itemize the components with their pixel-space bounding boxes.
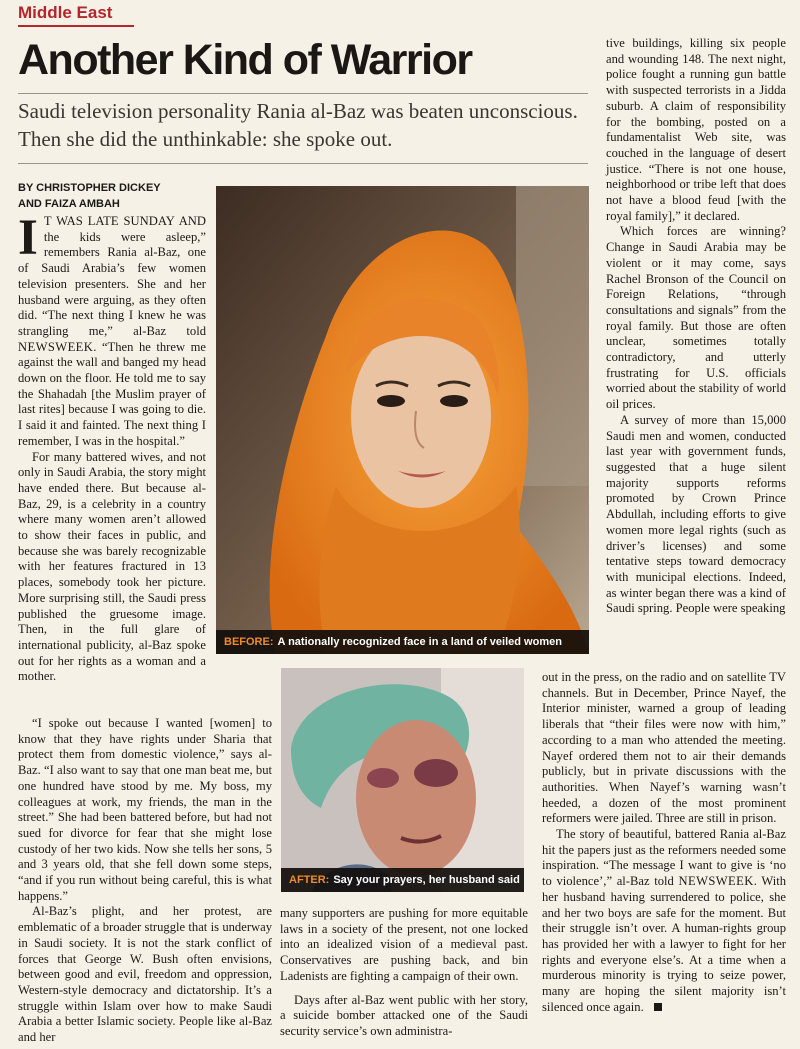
- deck-rule: [18, 163, 588, 164]
- caption-text-after: Say your prayers, her husband said: [333, 874, 520, 886]
- paragraph-8: Which forces are winning? Change in Saudi Arabia may be violent or it may come, says Rachel Bronson of the Council on Foreign Relations, “through consultations and signals” from the royal family. But those are often unclear, sometimes totally contradictory, and utterly frustrating for U.S. officials worried about the stability of world oil prices.: [606, 224, 786, 412]
- photo-before: [216, 186, 589, 654]
- paragraph-3: “I spoke out because I wanted [women] to know that they have rights under Sharia that protect them from domestic violence,” says al-Baz. “I also want to say that one man beat me, but one hundred have stood by me. My boss, my colleagues at work, my friends, the man in the street.” She had been battered before, but had not sued for divorce for fear that she might lose custody of her two kids. Now she tells her sons, 5 and 3 years old, that she fell down some steps, “and if you run without being careful, this is what happens.”: [18, 716, 272, 903]
- paragraph-6: Days after al-Baz went public with her story, a suicide bomber attacked one of the Saudi security service’s own administra-: [280, 992, 528, 1038]
- paragraph-9-continued: out in the press, on the radio and on satellite TV channels. But in December, Prince Nayef, the Interior minister, warned a group of leading liberals that “their files were now with him,” according to a man who attended the meeting. Nayef ordered them not to air their demands publicly, but in private discussions with the authorities. When Nayef’s warning wasn’t heeded, a dozen of the most prominent reformers were jailed. Three are still in prison.: [542, 670, 786, 826]
- end-of-story-mark: [654, 1003, 662, 1011]
- paragraph-2: For many battered wives, and not only in Saudi Arabia, the story might have ended there. But because al-Baz, 29, is a celebrity in a country where many women aren’t allowed to show their faces in public, and because she was barely recognizable with her features fractured in 13 places, somebody took her picture. More surprising still, the Saudi press published the gruesome image. Then, in the full glare of international publicity, al-Baz spoke out for her rights as a woman and a mother.: [18, 449, 206, 684]
- article-column-1: [18, 210, 206, 685]
- paragraph-4: Al-Baz’s plight, and her protest, are emblematic of a broader struggle that is underway in Saudi society. It is not the stark conflict of forces that George W. Bush often envisions, between good and evil, freedom and oppression, Western-style democracy and dictatorship. It’s a struggle within Islam over how to make Saudi Arabia a better Islamic society. People like al-Baz and her: [18, 904, 272, 1045]
- article-column-3: [606, 36, 786, 617]
- caption-text-before: A nationally recognized face in a land of veiled women: [277, 636, 562, 648]
- caption-tag-after: AFTER:: [289, 874, 330, 886]
- paragraph-10: The story of beautiful, battered Rania al-Baz hit the papers just as the reformers needed some inspiration. “The message I want to give is ‘no to violence’,” al-Baz told NEWSWEEK. With her husband having surrendered to police, she and her two boys are safe for the moment. But their struggle isn’t over. A human-rights group has provided her with a lawyer to fight for her rights and everyone else’s. At a time when a murderous minority is trying to seize power, many are hoping the silent majority isn’t silenced once again.: [542, 827, 786, 1014]
- headline-rule: [18, 93, 588, 94]
- photo-after-caption: [281, 868, 524, 892]
- caption-tag-before: BEFORE:: [224, 636, 274, 648]
- article-column-2: [280, 906, 528, 1040]
- byline-author-2: AND FAIZA AMBAH: [18, 198, 120, 210]
- photo-after: [281, 668, 524, 892]
- newsweek-mention-2: NEWSWEEK: [678, 874, 754, 889]
- headline: Another Kind of Warrior: [18, 36, 472, 84]
- paragraph-1: I T WAS LATE SUNDAY AND the kids were asleep,” remembers Rania al-Baz, one of Saudi Arabia’s few women television presenters. She and her husband were arguing, as they often did. “The next thing I knew he was strangling me,” al-Baz told NEWSWEEK. “Then he threw me against the wall and banged my head down on the floor. He told me to say the Shahadah [the Muslim prayer of last rites] because I was going to die. I said it and fainted. The next thing I remember, I was in the hospital.”: [18, 210, 206, 448]
- injured-face-image: [281, 668, 524, 892]
- paragraph-7: tive buildings, killing six people and wounding 148. The next night, police fought a running gun battle with suspected terrorists in a Jidda suburb. A claim of responsibility for the bombing, posted on a fundamentalist Web site, was couched in the language of desert justice. “There is not one house, neighborhood or tribe left that does not have a blood feud [with the royal family],” it declared.: [606, 36, 786, 223]
- byline-author-1: BY CHRISTOPHER DICKEY: [18, 182, 161, 194]
- paragraph-5: many supporters are pushing for more equitable laws in a society of the present, not one locked into an idealized vision of a medieval past. Conservatives are pushing back, and bin Ladenists are fighting a campaign of their own.: [280, 906, 528, 983]
- section-label: Middle East: [18, 3, 134, 27]
- newsweek-mention: NEWSWEEK: [18, 339, 94, 354]
- paragraph-9: A survey of more than 15,000 Saudi men and women, conducted last year with government funds, suggested that a huge silent majority supports reforms promoted by Crown Prince Abdullah, including efforts to give women more legal rights (such as driver’s licenses) and some tentative steps toward democracy with municipal elections. Indeed, as winter began there was a kind of Saudi spring. People were speaking: [606, 412, 786, 616]
- byline: [18, 180, 208, 212]
- deck: Saudi television personality Rania al-Baz was beaten unconscious. Then she did the unthinkable: she spoke out.: [18, 99, 578, 151]
- drop-cap: I: [18, 210, 38, 266]
- portrait-image: [216, 186, 589, 654]
- article-column-1-lower: [18, 716, 272, 1046]
- article-column-3-lower: [542, 670, 786, 1015]
- photo-before-caption: [216, 630, 589, 654]
